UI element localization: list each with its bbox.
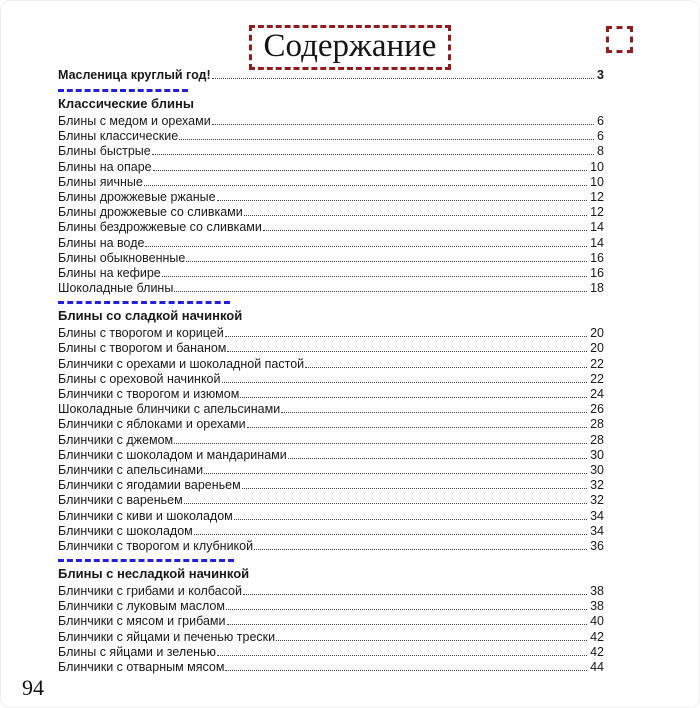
toc-leader-dots [217,655,587,656]
toc-entry [58,433,604,448]
toc-leader-dots [152,154,594,155]
toc-entry [58,67,604,84]
toc-entry-page: 18 [590,281,604,296]
toc-entry [58,402,604,417]
toc-entry-label: Масленица круглый год! [58,68,211,82]
toc-entry-page: 12 [590,205,604,220]
toc-entry-label: Блинчики с шоколадом [58,523,193,538]
toc-entry [58,645,604,660]
toc-leader-dots [194,534,587,535]
toc-leader-dots [305,367,587,368]
toc-entry-page: 32 [590,478,604,493]
toc-entry-label: Блинчики с орехами и шоколадной пастой [58,356,305,371]
page-title-box [249,25,452,70]
toc-entry-label: Блинчики с яблоками и орехами [58,417,246,432]
toc-entry [58,357,604,372]
toc-entry [58,372,604,387]
toc-entry [58,266,604,281]
toc-entry-label: Шоколадные блины [58,281,174,296]
section-title: Блины со сладкой начинкой [58,308,243,324]
toc-entry [58,341,604,356]
toc-entry-page: 44 [590,660,604,674]
toc-leader-dots [174,443,587,444]
toc-entry [58,175,604,190]
toc-entry-page: 38 [590,584,604,599]
toc-entry [58,160,604,175]
book-page-number: 94 [22,675,44,700]
toc-entry-label: Блины на воде [58,235,145,250]
toc-entry-page: 34 [590,523,604,538]
toc-entry [58,251,604,266]
toc-entry [58,236,604,251]
toc-entry-label: Блины на опаре [58,159,152,174]
toc-entry-page: 22 [590,371,604,386]
toc-entry-label: Блинчики с вареньем [58,493,183,508]
toc-entry-page: 20 [590,326,604,341]
toc-entry [58,144,604,159]
toc-leader-dots [234,519,587,520]
toc-entry-page: 3 [597,68,604,82]
toc-leader-dots [240,397,587,398]
toc-leader-dots [254,549,587,550]
toc-entry-page: 42 [590,644,604,659]
toc-entry [58,630,604,645]
toc-leader-dots [162,276,587,277]
toc-entry [58,129,604,144]
toc-leader-dots [222,382,588,383]
toc-entry-label: Блинчики с луковым маслом [58,599,225,614]
toc-leader-dots [263,230,587,231]
toc-entry [58,220,604,235]
toc-entry-page: 10 [590,159,604,174]
toc-entry [58,660,604,675]
toc-entry-label: Блинчики с ягодамии вареньем [58,478,241,493]
toc-entry-page: 38 [590,599,604,614]
toc-entry-page: 28 [590,417,604,432]
toc-leader-dots [227,624,588,625]
toc-entry-page: 32 [590,493,604,508]
toc-entry-page: 16 [590,250,604,265]
toc-leader-dots [186,261,587,262]
toc-entry-label: Блинчики с отварным мясом [58,660,225,674]
toc-entry [58,387,604,402]
toc-leader-dots [244,215,587,216]
toc-entry [58,326,604,341]
toc-entry-label: Блины быстрые [58,144,151,159]
toc-entry-page: 26 [590,402,604,417]
toc-entry-label: Блины классические [58,129,179,144]
toc-entry-label: Блины с медом и орехами [58,114,211,128]
toc-leader-dots [281,412,587,413]
toc-leader-dots [204,473,587,474]
toc-leader-dots [144,185,587,186]
toc-leader-dots [276,640,587,641]
section-divider-line [58,559,234,562]
toc-entry-page: 8 [597,144,604,159]
toc-leader-dots [288,458,587,459]
toc-entry [58,539,604,554]
section-divider-line [58,89,188,92]
toc-entry-page: 42 [590,629,604,644]
toc-entry-page: 34 [590,508,604,523]
toc-entry-page: 30 [590,447,604,462]
toc-entry-label: Блины с яйцами и зеленью [58,644,216,659]
toc-entry-label: Блины бездрожжевые со сливками [58,220,262,235]
toc-entry [58,190,604,205]
toc-entry-page: 12 [590,189,604,204]
toc-list [58,67,604,675]
toc-leader-dots [212,124,594,125]
toc-leader-dots [217,200,588,201]
toc-entry-label: Блины на кефире [58,265,161,280]
toc-leader-dots [184,503,587,504]
toc-entry-page: 24 [590,387,604,401]
toc-leader-dots [225,670,587,671]
section-divider-line [58,301,230,304]
toc-entry-page: 6 [597,114,604,128]
toc-entry-page: 40 [590,614,604,629]
toc-leader-dots [153,170,587,171]
toc-leader-dots [247,427,588,428]
toc-entry-page: 6 [597,129,604,144]
toc-leader-dots [226,609,587,610]
toc-entry-label: Блины обыкновенные [58,250,186,265]
toc-entry [58,205,604,220]
toc-entry-page: 22 [590,356,604,371]
toc-entry-page: 14 [590,235,604,250]
section-title: Блины с несладкой начинкой [58,566,250,582]
toc-entry [58,493,604,508]
toc-entry-label: Блинчики с апельсинами [58,462,204,477]
toc-leader-dots [242,488,587,489]
toc-entry-label: Блины яичные [58,174,143,189]
toc-entry-page: 30 [590,462,604,477]
toc-entry-page: 28 [590,432,604,447]
toc-entry-label: Блины с творогом и корицей [58,326,224,341]
toc-entry-page: 20 [590,341,604,356]
title-area [1,25,699,70]
toc-entry-page: 10 [590,174,604,189]
toc-leader-dots [212,78,594,79]
toc-leader-dots [179,139,594,140]
toc-entry-label: Блинчики с шоколадом и мандаринами [58,447,287,462]
page-title: Содержание [263,28,437,64]
toc-entry-label: Блинчики с творогом и изюмом [58,387,240,401]
toc-leader-dots [145,246,587,247]
toc-entry [58,417,604,432]
section-title: Классические блины [58,96,194,111]
toc-entry [58,599,604,614]
toc-entry-label: Блины с ореховой начинкой [58,371,221,386]
toc-entry [58,524,604,539]
toc-entry [58,614,604,629]
toc-entry-label: Шоколадные блинчики с апельсинами [58,402,281,417]
toc-leader-dots [174,291,587,292]
toc-entry-page: 14 [590,220,604,235]
toc-leader-dots [243,594,587,595]
toc-entry-label: Блинчики с мясом и грибами [58,614,226,629]
toc-entry [58,448,604,463]
toc-entry [58,463,604,478]
toc-entry [58,114,604,129]
toc-entry [58,478,604,493]
toc-entry-label: Блины с творогом и бананом [58,341,227,356]
toc-entry-label: Блинчики с грибами и колбасой [58,584,242,599]
toc-entry-page: 16 [590,265,604,280]
toc-entry [58,281,604,296]
toc-entry-label: Блинчики с киви и шоколадом [58,508,233,523]
toc-entry-label: Блины дрожжевые ржаные [58,189,216,204]
toc-entry-page: 36 [590,538,604,553]
toc-leader-dots [225,336,587,337]
toc-entry-label: Блинчики с джемом [58,432,174,447]
toc-leader-dots [227,351,587,352]
toc-entry [58,584,604,599]
toc-entry-label: Блинчики с творогом и клубникой [58,538,254,553]
toc-entry [58,509,604,524]
toc-entry-label: Блины дрожжевые со сливками [58,205,243,220]
toc-entry-label: Блинчики с яйцами и печенью трески [58,629,276,644]
